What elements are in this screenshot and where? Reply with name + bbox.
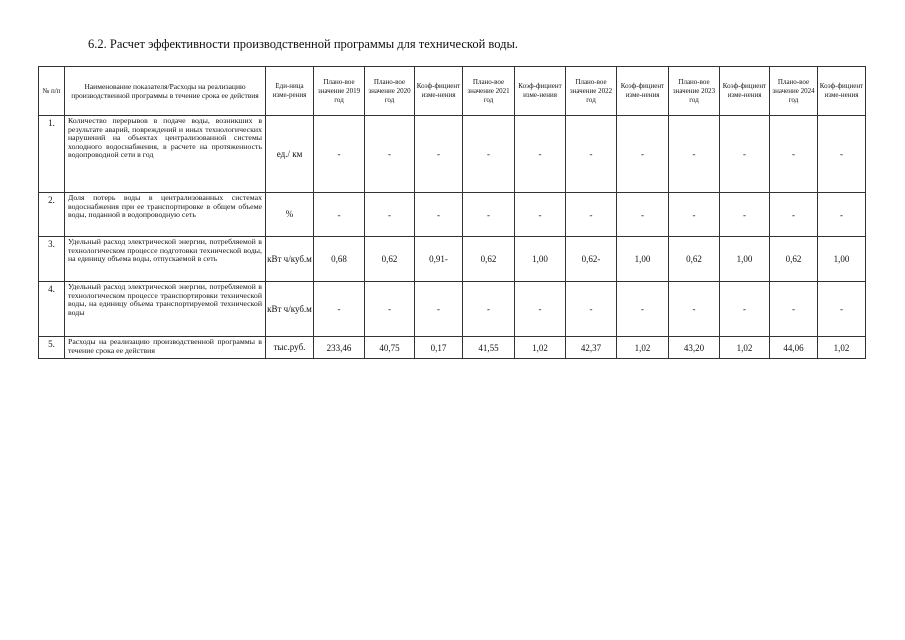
row-unit: кВт ч/куб.м bbox=[266, 282, 314, 337]
row-name: Удельный расход электрической энергии, потребляемой в технологическом процессе транспортировки технической воды, на единицу объема транспортируемой технической воды bbox=[65, 282, 266, 337]
header-col: Плано-вое значение 2020 год bbox=[365, 67, 415, 116]
header-name: Наименование показателя/Расходы на реализацию производственной программы в течение срока ее действия bbox=[65, 67, 266, 116]
row-value: 1,00 bbox=[818, 237, 866, 282]
table-row bbox=[39, 193, 866, 237]
row-value: 0,62 bbox=[365, 237, 415, 282]
row-unit: кВт ч/куб.м bbox=[266, 237, 314, 282]
table-row bbox=[39, 337, 866, 359]
header-unit: Еди-ница изме-рения bbox=[266, 67, 314, 116]
header-col: Коэф-фициент изме-нения bbox=[720, 67, 770, 116]
row-value: - bbox=[818, 282, 866, 337]
row-value: 40,75 bbox=[365, 337, 415, 359]
row-value: 1,02 bbox=[818, 337, 866, 359]
row-value: 0,62 bbox=[463, 237, 515, 282]
row-unit: % bbox=[266, 193, 314, 237]
row-value: 0,91- bbox=[415, 237, 463, 282]
row-name: Расходы на реализацию производственной программы в течение срока ее действия bbox=[65, 337, 266, 359]
row-value: - bbox=[566, 193, 617, 237]
row-value: - bbox=[463, 282, 515, 337]
header-col: Коэф-фициент изме-нения bbox=[415, 67, 463, 116]
row-value: 0,62- bbox=[566, 237, 617, 282]
row-value: 1,02 bbox=[617, 337, 669, 359]
row-value: - bbox=[415, 193, 463, 237]
page-title: 6.2. Расчет эффективности производственной программы для технической воды. bbox=[88, 37, 519, 51]
row-value: - bbox=[566, 116, 617, 193]
header-col: Коэф-фициент изме-нения bbox=[617, 67, 669, 116]
row-value: - bbox=[617, 193, 669, 237]
row-value: 0,17 bbox=[415, 337, 463, 359]
row-value: - bbox=[415, 282, 463, 337]
row-number: 2. bbox=[39, 193, 65, 237]
row-value: - bbox=[365, 116, 415, 193]
row-value: - bbox=[720, 282, 770, 337]
row-value: 0,62 bbox=[770, 237, 818, 282]
row-name: Количество перерывов в подаче воды, возникших в результате аварий, повреждений и иных технологических нарушений на объектах централизованной системы холодного водоснабжения, в расчете на протяженность водопроводной сети в год bbox=[65, 116, 266, 193]
table-row bbox=[39, 237, 866, 282]
header-num: № п/п bbox=[39, 67, 65, 116]
row-value: - bbox=[314, 116, 365, 193]
table-row bbox=[39, 116, 866, 193]
header-col: Плано-вое значение 2019 год bbox=[314, 67, 365, 116]
header-col: Плано-вое значение 2024 год bbox=[770, 67, 818, 116]
row-value: 41,55 bbox=[463, 337, 515, 359]
row-value: - bbox=[818, 193, 866, 237]
row-value: - bbox=[818, 116, 866, 193]
row-name: Удельный расход электрической энергии, потребляемой в технологическом процессе подготовки технической воды, на единицу объема воды, отпускаемой в сеть bbox=[65, 237, 266, 282]
row-value: - bbox=[463, 116, 515, 193]
row-value: - bbox=[515, 193, 566, 237]
row-unit: ед./ км bbox=[266, 116, 314, 193]
row-value: - bbox=[566, 282, 617, 337]
row-value: 0,68 bbox=[314, 237, 365, 282]
row-value: - bbox=[515, 282, 566, 337]
row-value: - bbox=[770, 282, 818, 337]
row-value: - bbox=[770, 116, 818, 193]
row-name: Доля потерь воды в централизованных системах водоснабжения при ее транспортировке в общем объеме воды, поданной в водопроводную сеть bbox=[65, 193, 266, 237]
table-header-row bbox=[39, 67, 866, 116]
row-value: - bbox=[515, 116, 566, 193]
row-value: 1,00 bbox=[617, 237, 669, 282]
row-value: - bbox=[314, 282, 365, 337]
header-col: Плано-вое значение 2022 год bbox=[566, 67, 617, 116]
row-value: - bbox=[314, 193, 365, 237]
row-value: - bbox=[415, 116, 463, 193]
row-value: 44,06 bbox=[770, 337, 818, 359]
row-value: - bbox=[669, 116, 720, 193]
row-number: 4. bbox=[39, 282, 65, 337]
row-value: 1,02 bbox=[720, 337, 770, 359]
row-value: 233,46 bbox=[314, 337, 365, 359]
table-row bbox=[39, 282, 866, 337]
row-value: 1,02 bbox=[515, 337, 566, 359]
row-number: 1. bbox=[39, 116, 65, 193]
row-value: - bbox=[365, 282, 415, 337]
row-value: - bbox=[770, 193, 818, 237]
row-value: - bbox=[463, 193, 515, 237]
row-value: 43,20 bbox=[669, 337, 720, 359]
header-col: Коэф-фициент изме-нения bbox=[515, 67, 566, 116]
row-value: 1,00 bbox=[515, 237, 566, 282]
row-number: 3. bbox=[39, 237, 65, 282]
row-number: 5. bbox=[39, 337, 65, 359]
header-col: Плано-вое значение 2021 год bbox=[463, 67, 515, 116]
row-value: - bbox=[669, 282, 720, 337]
row-value: 42,37 bbox=[566, 337, 617, 359]
row-value: - bbox=[720, 193, 770, 237]
row-value: - bbox=[365, 193, 415, 237]
efficiency-table bbox=[38, 66, 866, 359]
row-value: - bbox=[617, 116, 669, 193]
row-value: 1,00 bbox=[720, 237, 770, 282]
header-col: Плано-вое значение 2023 год bbox=[669, 67, 720, 116]
header-col: Коэф-фициент изме-нения bbox=[818, 67, 866, 116]
row-unit: тыс.руб. bbox=[266, 337, 314, 359]
row-value: - bbox=[720, 116, 770, 193]
row-value: - bbox=[617, 282, 669, 337]
row-value: - bbox=[669, 193, 720, 237]
row-value: 0,62 bbox=[669, 237, 720, 282]
